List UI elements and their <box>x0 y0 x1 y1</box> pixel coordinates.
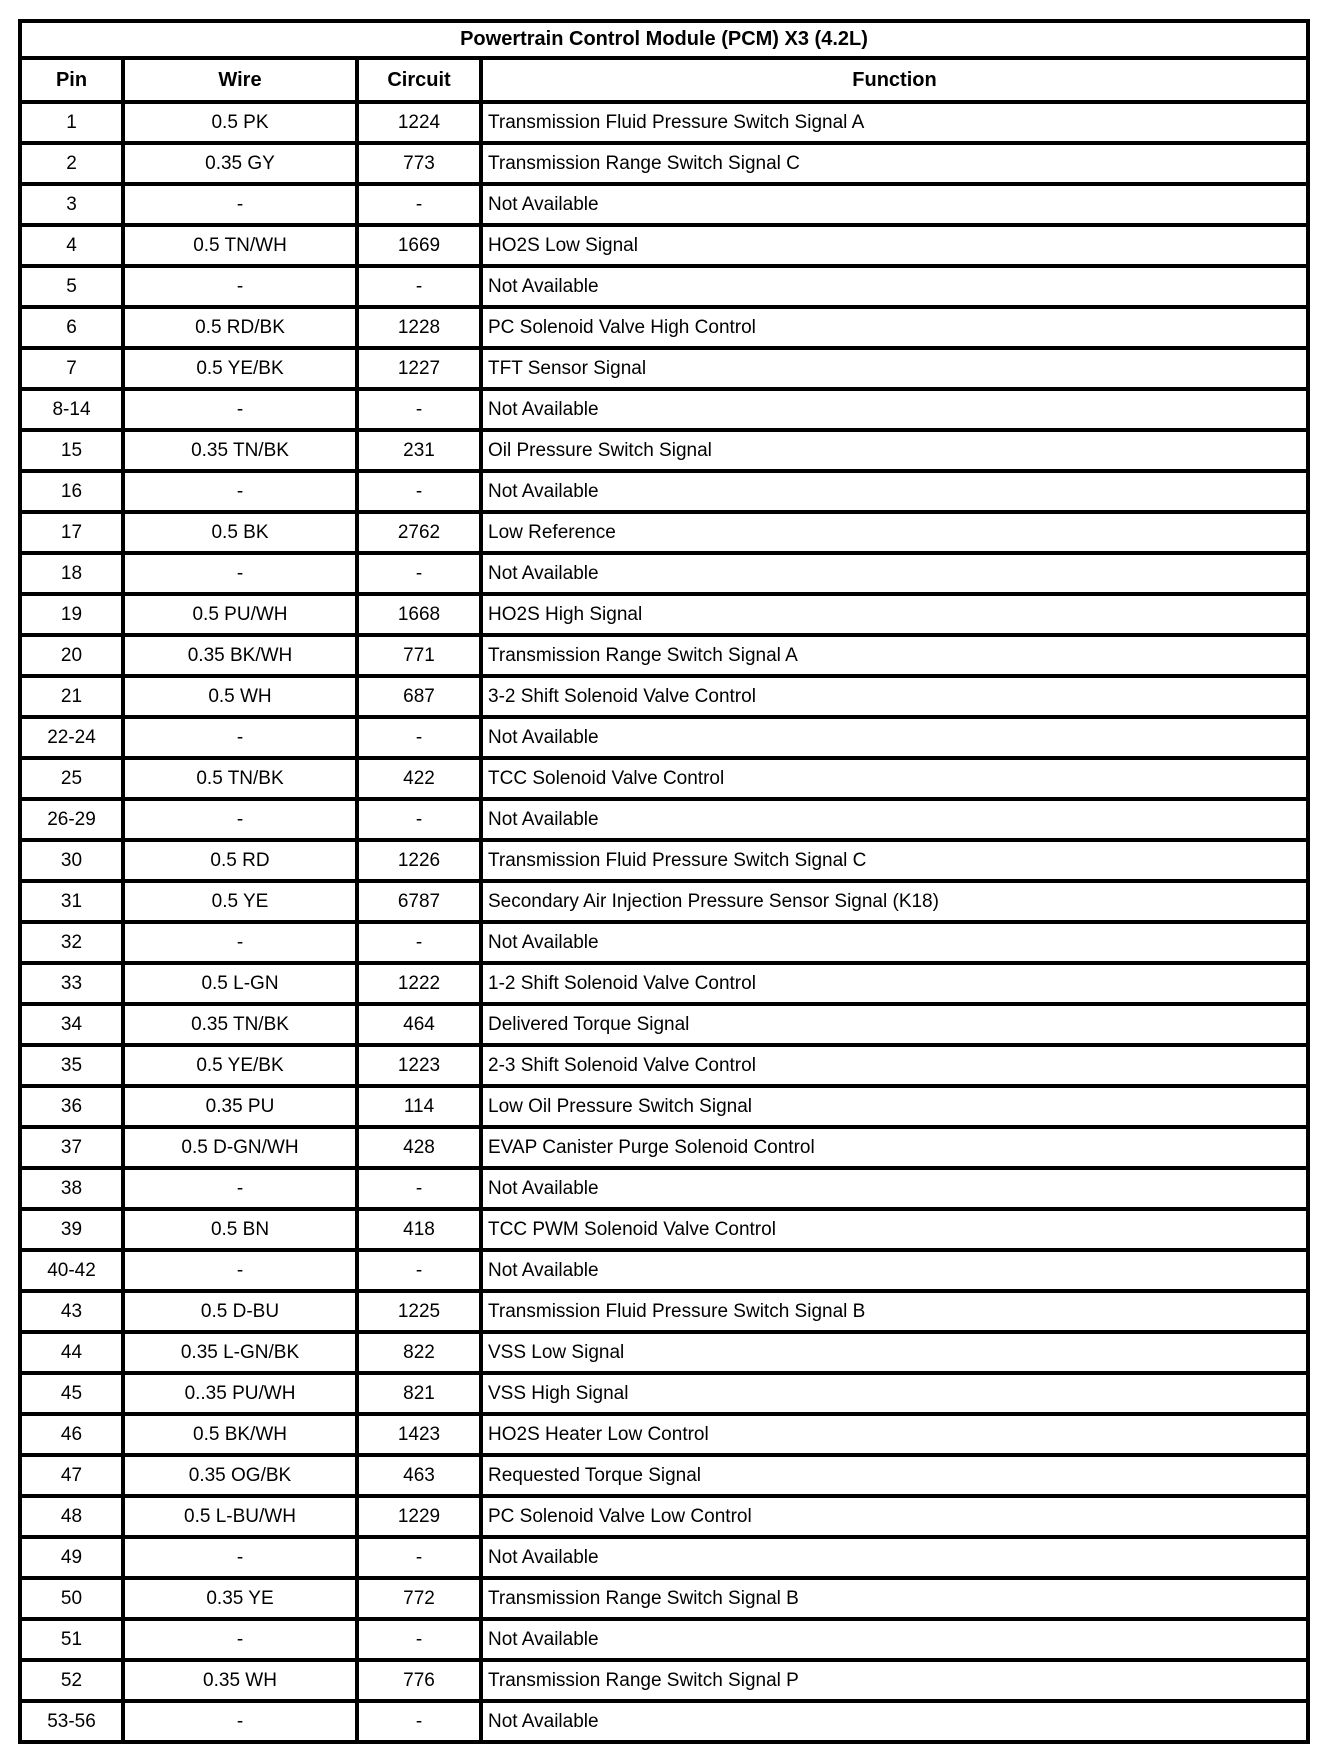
pin-cell: 43 <box>20 1291 123 1332</box>
table-row <box>20 225 1308 266</box>
table-row <box>20 1373 1308 1414</box>
function-cell: TFT Sensor Signal <box>481 348 1308 389</box>
table-row <box>20 1578 1308 1619</box>
table-row <box>20 1496 1308 1537</box>
function-cell: Transmission Fluid Pressure Switch Signal B <box>481 1291 1308 1332</box>
circuit-cell: 776 <box>357 1660 481 1701</box>
wire-cell: - <box>123 799 357 840</box>
pin-cell: 35 <box>20 1045 123 1086</box>
circuit-cell: - <box>357 799 481 840</box>
wire-cell: 0.5 YE <box>123 881 357 922</box>
function-cell: Not Available <box>481 1250 1308 1291</box>
circuit-cell: - <box>357 717 481 758</box>
column-header-function: Function <box>481 58 1308 102</box>
table-row <box>20 1701 1308 1742</box>
function-cell: Not Available <box>481 184 1308 225</box>
table-row <box>20 430 1308 471</box>
function-cell: Transmission Fluid Pressure Switch Signal A <box>481 102 1308 143</box>
table-row <box>20 1291 1308 1332</box>
wire-cell: 0.35 OG/BK <box>123 1455 357 1496</box>
wire-cell: 0.35 TN/BK <box>123 430 357 471</box>
wire-cell: 0.5 PU/WH <box>123 594 357 635</box>
pin-cell: 21 <box>20 676 123 717</box>
table-row <box>20 389 1308 430</box>
wire-cell: 0.5 BK <box>123 512 357 553</box>
wire-cell: 0.5 YE/BK <box>123 348 357 389</box>
function-cell: 1-2 Shift Solenoid Valve Control <box>481 963 1308 1004</box>
wire-cell: 0.5 RD/BK <box>123 307 357 348</box>
wire-cell: 0.35 WH <box>123 1660 357 1701</box>
column-header-circuit: Circuit <box>357 58 481 102</box>
wire-cell: 0.5 TN/WH <box>123 225 357 266</box>
function-cell: Transmission Range Switch Signal C <box>481 143 1308 184</box>
function-cell: VSS High Signal <box>481 1373 1308 1414</box>
pin-cell: 32 <box>20 922 123 963</box>
wire-cell: - <box>123 1701 357 1742</box>
column-header-wire: Wire <box>123 58 357 102</box>
pin-cell: 31 <box>20 881 123 922</box>
wire-cell: 0.35 YE <box>123 1578 357 1619</box>
circuit-cell: 773 <box>357 143 481 184</box>
wire-cell: 0.35 GY <box>123 143 357 184</box>
table-row <box>20 1455 1308 1496</box>
wire-cell: 0.5 D-BU <box>123 1291 357 1332</box>
circuit-cell: 1224 <box>357 102 481 143</box>
circuit-cell: - <box>357 553 481 594</box>
circuit-cell: 1227 <box>357 348 481 389</box>
pin-cell: 1 <box>20 102 123 143</box>
pin-cell: 22-24 <box>20 717 123 758</box>
pin-cell: 34 <box>20 1004 123 1045</box>
table-title-row <box>20 21 1308 58</box>
column-header-pin: Pin <box>20 58 123 102</box>
wire-cell: - <box>123 1619 357 1660</box>
table-row <box>20 1045 1308 1086</box>
function-cell: Secondary Air Injection Pressure Sensor Signal (K18) <box>481 881 1308 922</box>
wire-cell: 0.5 YE/BK <box>123 1045 357 1086</box>
wire-cell: 0..35 PU/WH <box>123 1373 357 1414</box>
wire-cell: 0.35 L-GN/BK <box>123 1332 357 1373</box>
table-row <box>20 1537 1308 1578</box>
pin-cell: 33 <box>20 963 123 1004</box>
pin-cell: 30 <box>20 840 123 881</box>
circuit-cell: - <box>357 266 481 307</box>
wire-cell: 0.35 TN/BK <box>123 1004 357 1045</box>
wire-cell: 0.5 L-GN <box>123 963 357 1004</box>
function-cell: Not Available <box>481 266 1308 307</box>
table-row <box>20 1250 1308 1291</box>
circuit-cell: 464 <box>357 1004 481 1045</box>
circuit-cell: 1226 <box>357 840 481 881</box>
function-cell: Not Available <box>481 389 1308 430</box>
pin-cell: 5 <box>20 266 123 307</box>
function-cell: Not Available <box>481 1168 1308 1209</box>
wire-cell: - <box>123 1250 357 1291</box>
table-body <box>20 102 1308 1742</box>
function-cell: 3-2 Shift Solenoid Valve Control <box>481 676 1308 717</box>
circuit-cell: 771 <box>357 635 481 676</box>
circuit-cell: 2762 <box>357 512 481 553</box>
wire-cell: - <box>123 184 357 225</box>
circuit-cell: 821 <box>357 1373 481 1414</box>
function-cell: TCC PWM Solenoid Valve Control <box>481 1209 1308 1250</box>
circuit-cell: 422 <box>357 758 481 799</box>
function-cell: Requested Torque Signal <box>481 1455 1308 1496</box>
wire-cell: 0.5 TN/BK <box>123 758 357 799</box>
circuit-cell: - <box>357 471 481 512</box>
table-row <box>20 553 1308 594</box>
circuit-cell: - <box>357 1250 481 1291</box>
pin-cell: 51 <box>20 1619 123 1660</box>
function-cell: PC Solenoid Valve Low Control <box>481 1496 1308 1537</box>
wire-cell: 0.35 BK/WH <box>123 635 357 676</box>
pin-cell: 44 <box>20 1332 123 1373</box>
circuit-cell: - <box>357 389 481 430</box>
function-cell: Transmission Range Switch Signal P <box>481 1660 1308 1701</box>
table-row <box>20 758 1308 799</box>
pin-cell: 53-56 <box>20 1701 123 1742</box>
wire-cell: 0.5 L-BU/WH <box>123 1496 357 1537</box>
wire-cell: - <box>123 717 357 758</box>
function-cell: HO2S High Signal <box>481 594 1308 635</box>
table-row <box>20 799 1308 840</box>
function-cell: 2-3 Shift Solenoid Valve Control <box>481 1045 1308 1086</box>
wire-cell: - <box>123 1168 357 1209</box>
wire-cell: 0.5 PK <box>123 102 357 143</box>
circuit-cell: 1423 <box>357 1414 481 1455</box>
page-title: Powertrain Control Module (PCM) X3 (4.2L) <box>20 21 1308 58</box>
table-row <box>20 184 1308 225</box>
circuit-cell: - <box>357 1537 481 1578</box>
pin-cell: 18 <box>20 553 123 594</box>
function-cell: Transmission Range Switch Signal B <box>481 1578 1308 1619</box>
table-row <box>20 840 1308 881</box>
function-cell: Transmission Fluid Pressure Switch Signal C <box>481 840 1308 881</box>
circuit-cell: - <box>357 1168 481 1209</box>
pin-cell: 48 <box>20 1496 123 1537</box>
table-row <box>20 143 1308 184</box>
function-cell: Not Available <box>481 1701 1308 1742</box>
circuit-cell: 418 <box>357 1209 481 1250</box>
function-cell: Not Available <box>481 1537 1308 1578</box>
pin-cell: 47 <box>20 1455 123 1496</box>
table-row <box>20 307 1308 348</box>
circuit-cell: 463 <box>357 1455 481 1496</box>
circuit-cell: 1228 <box>357 307 481 348</box>
pin-cell: 45 <box>20 1373 123 1414</box>
table-row <box>20 922 1308 963</box>
pin-cell: 36 <box>20 1086 123 1127</box>
table-row <box>20 1414 1308 1455</box>
wire-cell: 0.5 BN <box>123 1209 357 1250</box>
wire-cell: - <box>123 266 357 307</box>
pin-cell: 46 <box>20 1414 123 1455</box>
pin-cell: 50 <box>20 1578 123 1619</box>
circuit-cell: 1668 <box>357 594 481 635</box>
circuit-cell: - <box>357 184 481 225</box>
function-cell: TCC Solenoid Valve Control <box>481 758 1308 799</box>
pin-cell: 40-42 <box>20 1250 123 1291</box>
function-cell: Not Available <box>481 799 1308 840</box>
pin-cell: 6 <box>20 307 123 348</box>
wire-cell: 0.35 PU <box>123 1086 357 1127</box>
table-row <box>20 471 1308 512</box>
table-row <box>20 1660 1308 1701</box>
wire-cell: 0.5 BK/WH <box>123 1414 357 1455</box>
pin-cell: 17 <box>20 512 123 553</box>
table-row <box>20 881 1308 922</box>
function-cell: PC Solenoid Valve High Control <box>481 307 1308 348</box>
pin-cell: 39 <box>20 1209 123 1250</box>
wire-cell: 0.5 RD <box>123 840 357 881</box>
table-row <box>20 102 1308 143</box>
circuit-cell: 1223 <box>357 1045 481 1086</box>
wire-cell: - <box>123 471 357 512</box>
circuit-cell: 428 <box>357 1127 481 1168</box>
function-cell: Not Available <box>481 471 1308 512</box>
table-header-row <box>20 58 1308 102</box>
function-cell: Not Available <box>481 922 1308 963</box>
circuit-cell: 114 <box>357 1086 481 1127</box>
table-row <box>20 635 1308 676</box>
function-cell: VSS Low Signal <box>481 1332 1308 1373</box>
table-row <box>20 717 1308 758</box>
circuit-cell: 231 <box>357 430 481 471</box>
circuit-cell: - <box>357 1701 481 1742</box>
pin-cell: 4 <box>20 225 123 266</box>
function-cell: Not Available <box>481 553 1308 594</box>
pin-cell: 52 <box>20 1660 123 1701</box>
table-row <box>20 1332 1308 1373</box>
pcm-pinout-table <box>18 19 1310 1744</box>
function-cell: Not Available <box>481 717 1308 758</box>
function-cell: Not Available <box>481 1619 1308 1660</box>
pin-cell: 15 <box>20 430 123 471</box>
circuit-cell: 687 <box>357 676 481 717</box>
function-cell: HO2S Low Signal <box>481 225 1308 266</box>
table-row <box>20 1168 1308 1209</box>
table-row <box>20 1209 1308 1250</box>
function-cell: Low Oil Pressure Switch Signal <box>481 1086 1308 1127</box>
pin-cell: 19 <box>20 594 123 635</box>
wire-cell: 0.5 D-GN/WH <box>123 1127 357 1168</box>
pin-cell: 37 <box>20 1127 123 1168</box>
circuit-cell: 772 <box>357 1578 481 1619</box>
wire-cell: - <box>123 553 357 594</box>
table-row <box>20 1127 1308 1168</box>
wire-cell: - <box>123 389 357 430</box>
function-cell: Transmission Range Switch Signal A <box>481 635 1308 676</box>
table-row <box>20 1086 1308 1127</box>
function-cell: HO2S Heater Low Control <box>481 1414 1308 1455</box>
table-row <box>20 348 1308 389</box>
circuit-cell: 1229 <box>357 1496 481 1537</box>
pin-cell: 26-29 <box>20 799 123 840</box>
wire-cell: - <box>123 922 357 963</box>
table-row <box>20 676 1308 717</box>
table-row <box>20 266 1308 307</box>
circuit-cell: 1222 <box>357 963 481 1004</box>
pin-cell: 20 <box>20 635 123 676</box>
circuit-cell: - <box>357 1619 481 1660</box>
wire-cell: 0.5 WH <box>123 676 357 717</box>
table-row <box>20 512 1308 553</box>
pin-cell: 2 <box>20 143 123 184</box>
table-row <box>20 1004 1308 1045</box>
table-row <box>20 963 1308 1004</box>
pin-cell: 16 <box>20 471 123 512</box>
pin-cell: 49 <box>20 1537 123 1578</box>
wire-cell: - <box>123 1537 357 1578</box>
pin-cell: 7 <box>20 348 123 389</box>
function-cell: Oil Pressure Switch Signal <box>481 430 1308 471</box>
table-row <box>20 1619 1308 1660</box>
circuit-cell: 6787 <box>357 881 481 922</box>
pin-cell: 25 <box>20 758 123 799</box>
pin-cell: 38 <box>20 1168 123 1209</box>
pin-cell: 3 <box>20 184 123 225</box>
circuit-cell: 1669 <box>357 225 481 266</box>
circuit-cell: - <box>357 922 481 963</box>
table-row <box>20 594 1308 635</box>
circuit-cell: 822 <box>357 1332 481 1373</box>
function-cell: Low Reference <box>481 512 1308 553</box>
function-cell: EVAP Canister Purge Solenoid Control <box>481 1127 1308 1168</box>
pin-cell: 8-14 <box>20 389 123 430</box>
function-cell: Delivered Torque Signal <box>481 1004 1308 1045</box>
circuit-cell: 1225 <box>357 1291 481 1332</box>
